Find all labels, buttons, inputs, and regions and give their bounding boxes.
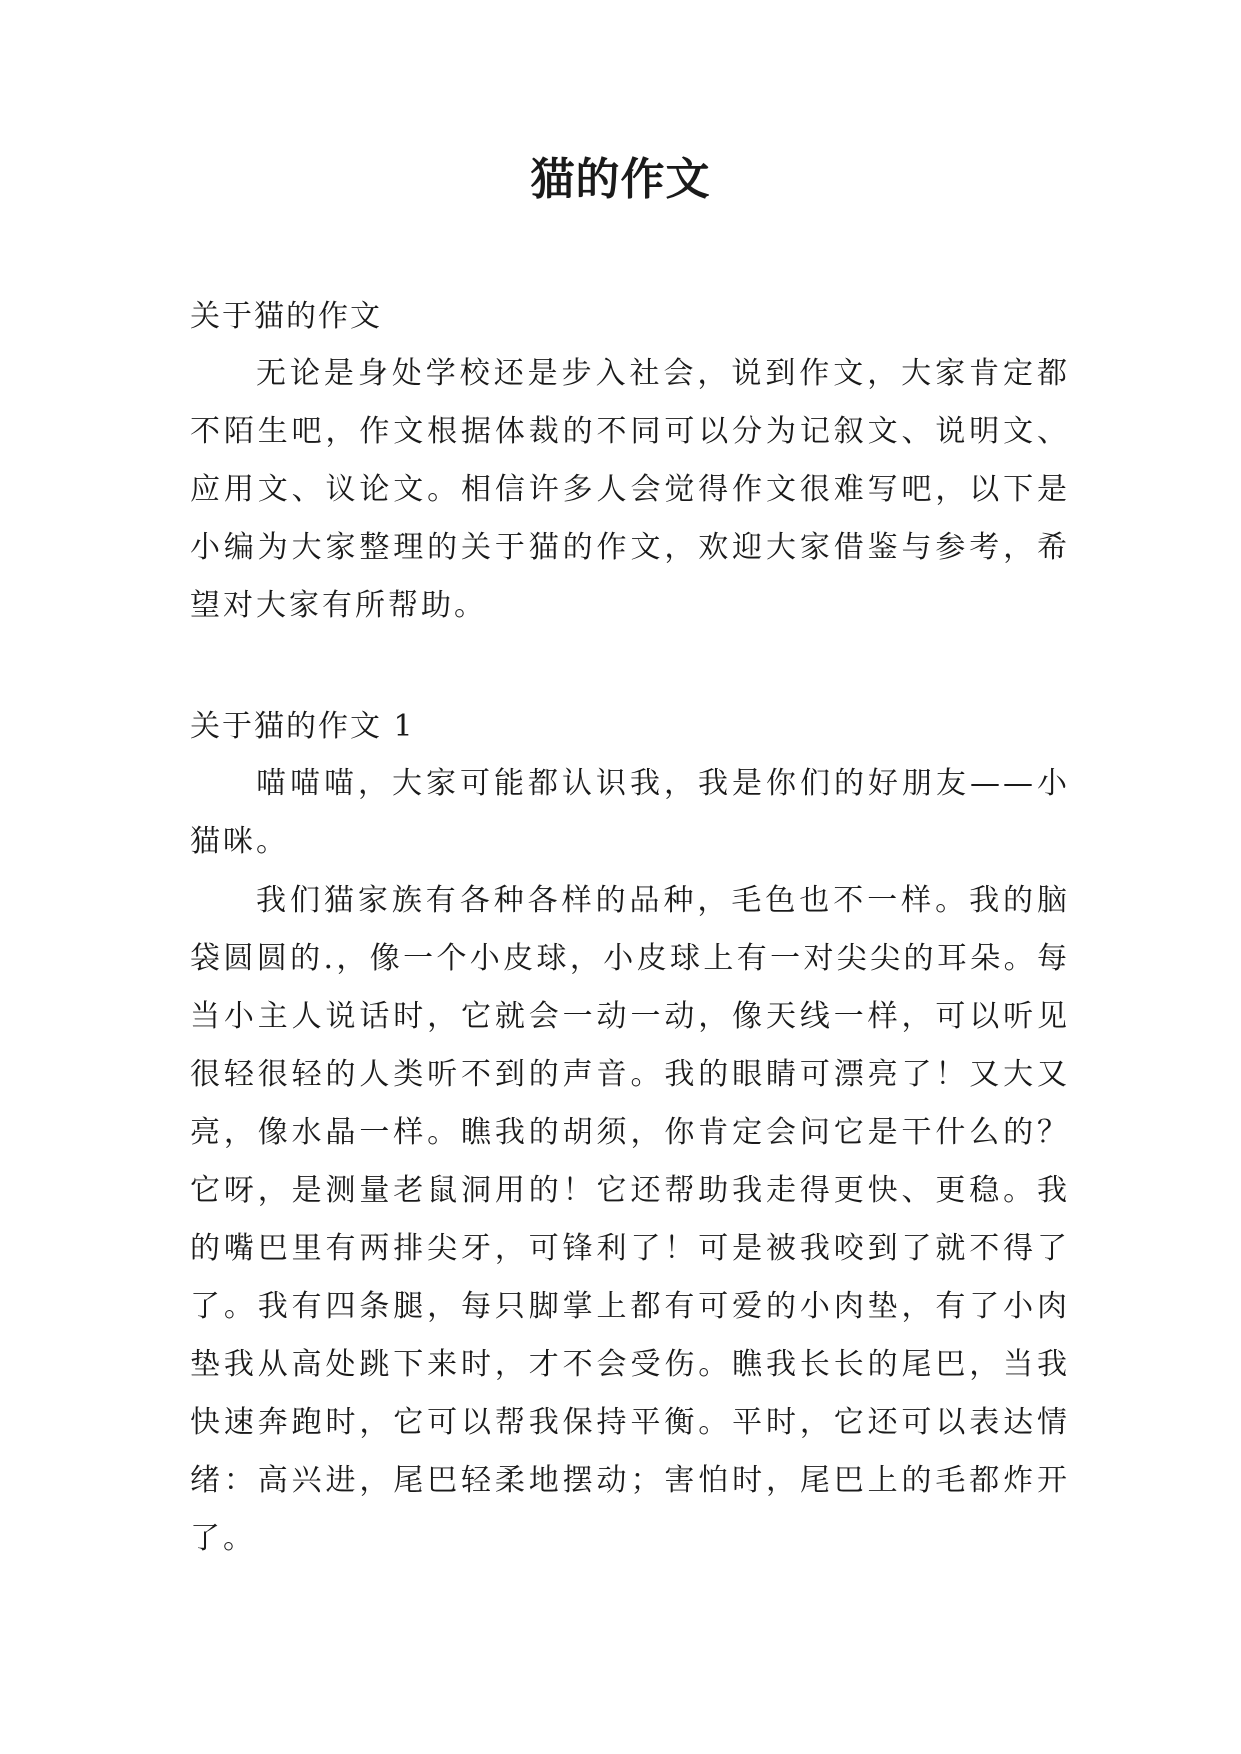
intro-heading: 关于猫的作文 bbox=[190, 299, 382, 334]
document-title: 猫的作文 bbox=[530, 154, 711, 205]
section-1-heading: 关于猫的作文 1 bbox=[190, 709, 415, 744]
section-1-paragraph-1: 喵喵喵，大家可能都认识我，我是你们的好朋友——小猫咪。 bbox=[190, 766, 1070, 859]
section-1-paragraph-2: 我们猫家族有各种各样的品种，毛色也不一样。我的脑袋圆圆的.，像一个小皮球，小皮球上有一对尖尖的耳朵。每当小主人说话时，它就会一动一动，像天线一样，可以听见很轻很轻的人类听不到的声音。我的眼睛可漂亮了！又大又亮，像水晶一样。瞧我的胡须，你肯定会问它是干什么的？它呀，是测量老鼠洞用的！它还帮助我走得更快、更稳。我的嘴巴里有两排尖牙，可锋利了！可是被我咬到了就不得了了。我有四条腿，每只脚掌上都有可爱的小肉垫，有了小肉垫我从高处跳下来时，才不会受伤。瞧我长长的尾巴，当我快速奔跑时，它可以帮我保持平衡。平时，它还可以表达情绪：高兴进，尾巴轻柔地摆动；害怕时，尾巴上的毛都炸开了。 bbox=[190, 883, 1070, 1556]
intro-paragraph: 无论是身处学校还是步入社会，说到作文，大家肯定都不陌生吧，作文根据体裁的不同可以分为记叙文、说明文、应用文、议论文。相信许多人会觉得作文很难写吧，以下是小编为大家整理的关于猫的作文，欢迎大家借鉴与参考，希望对大家有所帮助。 bbox=[190, 356, 1070, 623]
